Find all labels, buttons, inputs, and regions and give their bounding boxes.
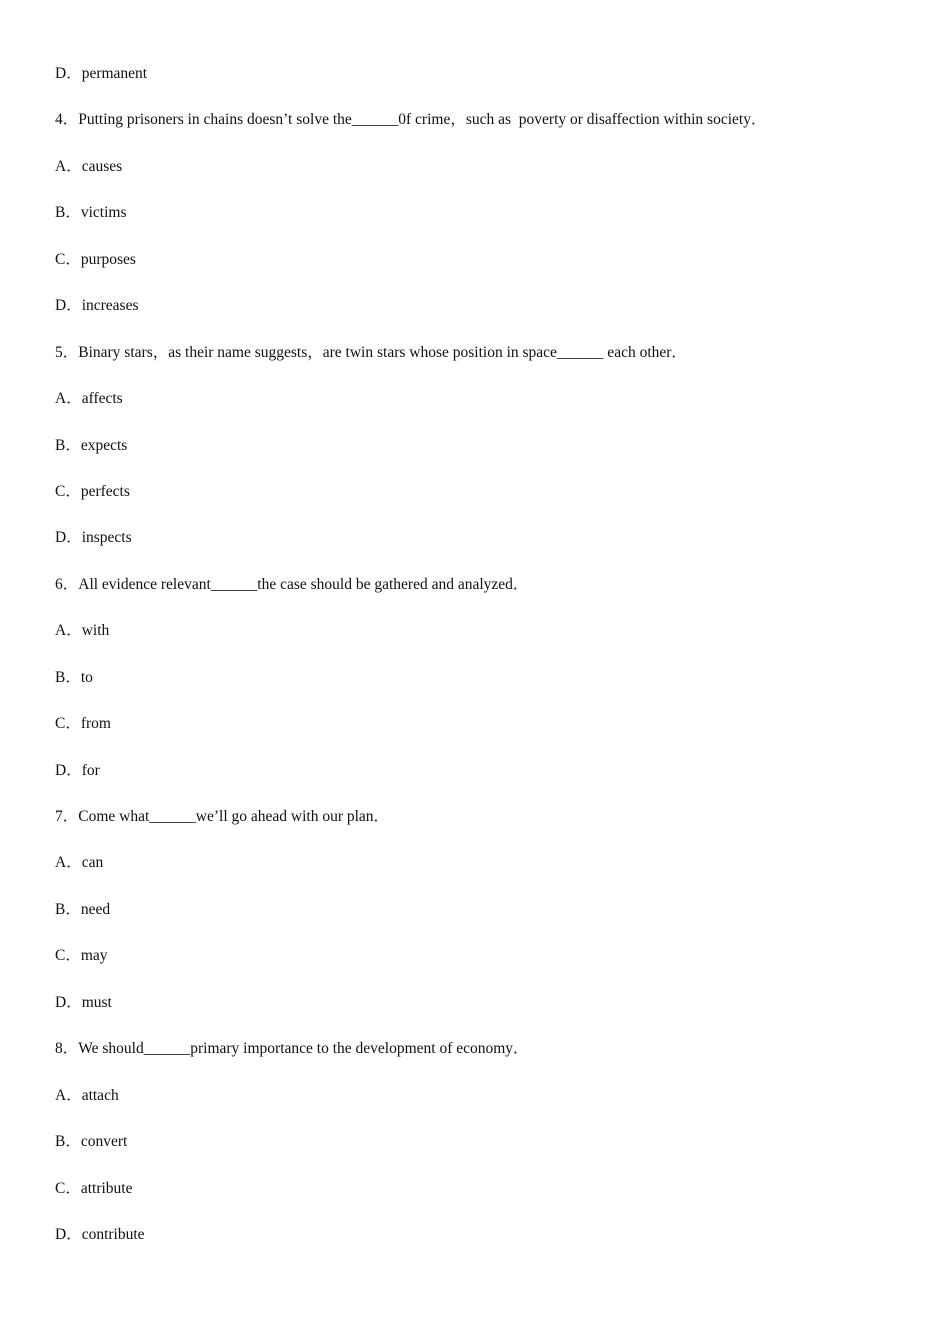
option-d-q3: D．permanent	[55, 65, 148, 82]
option-b-q4: B．victims	[55, 204, 127, 222]
document-body	[55, 64, 915, 1271]
option-d-q7: D．must	[55, 993, 112, 1011]
question-4: 4．Putting prisoners in chains doesn’t solve the______0f crime，such as poverty or disaffection within society．	[55, 111, 767, 129]
option-b-q8: B．convert	[55, 1133, 128, 1151]
option-d-q5: D．inspects	[55, 529, 132, 547]
option-d-q4: D．increases	[55, 297, 139, 315]
option-a-q6: A．with	[55, 622, 110, 640]
option-a-q7: A．can	[55, 854, 104, 872]
option-c-q4: C．purposes	[55, 250, 136, 268]
option-b-q6: B．to	[55, 668, 93, 686]
option-a-q8: A．attach	[55, 1086, 119, 1104]
option-d-q6: D．for	[55, 761, 100, 779]
option-c-q5: C．perfects	[55, 482, 130, 500]
option-c-q8: C．attribute	[55, 1179, 133, 1197]
question-7: 7．Come what______we’ll go ahead with our plan．	[55, 808, 390, 825]
option-b-q7: B．need	[55, 900, 111, 918]
option-a-q5: A．affects	[55, 390, 123, 408]
option-c-q6: C．from	[55, 715, 111, 733]
option-b-q5: B．expects	[55, 436, 128, 454]
option-c-q7: C．may	[55, 947, 108, 965]
question-8: 8．We should______primary importance to the development of economy．	[55, 1040, 529, 1058]
question-5: 5．Binary stars，as their name suggests，are twin stars whose position in space______ each other．	[55, 343, 687, 361]
option-d-q8: D．contribute	[55, 1225, 145, 1243]
question-6: 6．All evidence relevant______the case should be gathered and analyzed．	[55, 575, 529, 593]
option-a-q4: A．causes	[55, 157, 123, 175]
